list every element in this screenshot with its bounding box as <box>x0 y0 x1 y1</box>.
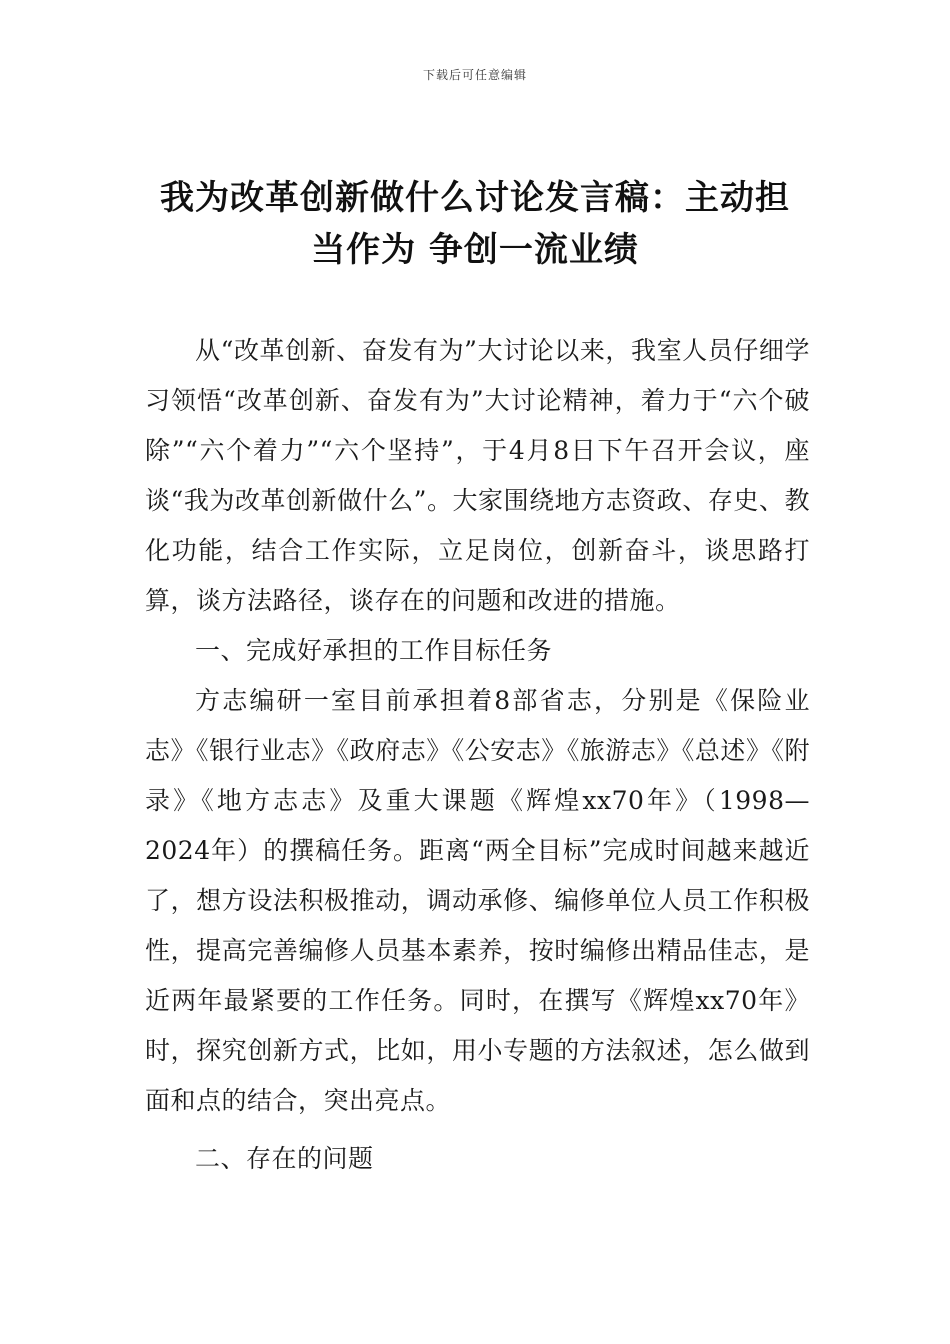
section-heading-2: 二、存在的问题 <box>195 1144 374 1173</box>
title-line-1: 我为改革创新做什么讨论发言稿：主动担 <box>160 178 790 218</box>
title-line-2: 当作为 争创一流业绩 <box>311 230 639 270</box>
section-heading-1: 一、完成好承担的工作目标任务 <box>195 636 553 665</box>
document-title <box>120 172 830 276</box>
paragraph-intro: 从“改革创新、奋发有为”大讨论以来，我室人员仔细学习领悟“改革创新、奋发有为”大讨论精神，着力于“六个破除”“六个着力”“六个坚持”，于4月8日下午召开会议，座谈“我为改革创新做什么”。大家围绕地方志资政、存史、教化功能，结合工作实际，立足岗位，创新奋斗，谈思路打算，谈方法路径，谈存在的问题和改进的措施。 <box>145 336 810 615</box>
document-body <box>145 326 810 1184</box>
paragraph-section-1: 方志编研一室目前承担着8部省志，分别是《保险业志》《银行业志》《政府志》《公安志》《旅游志》《总述》《附录》《地方志志》及重大课题《辉煌xx70年》（1998—2024年）的撰稿任务。距离“两全目标”完成时间越来越近了，想方设法积极推动，调动承修、编修单位人员工作积极性，提高完善编修人员基本素养，按时编修出精品佳志，是近两年最紧要的工作任务。同时，在撰写《辉煌xx70年》时，探究创新方式，比如，用小专题的方法叙述，怎么做到面和点的结合，突出亮点。 <box>145 686 810 1115</box>
header-note: 下载后可任意编辑 <box>422 68 527 82</box>
